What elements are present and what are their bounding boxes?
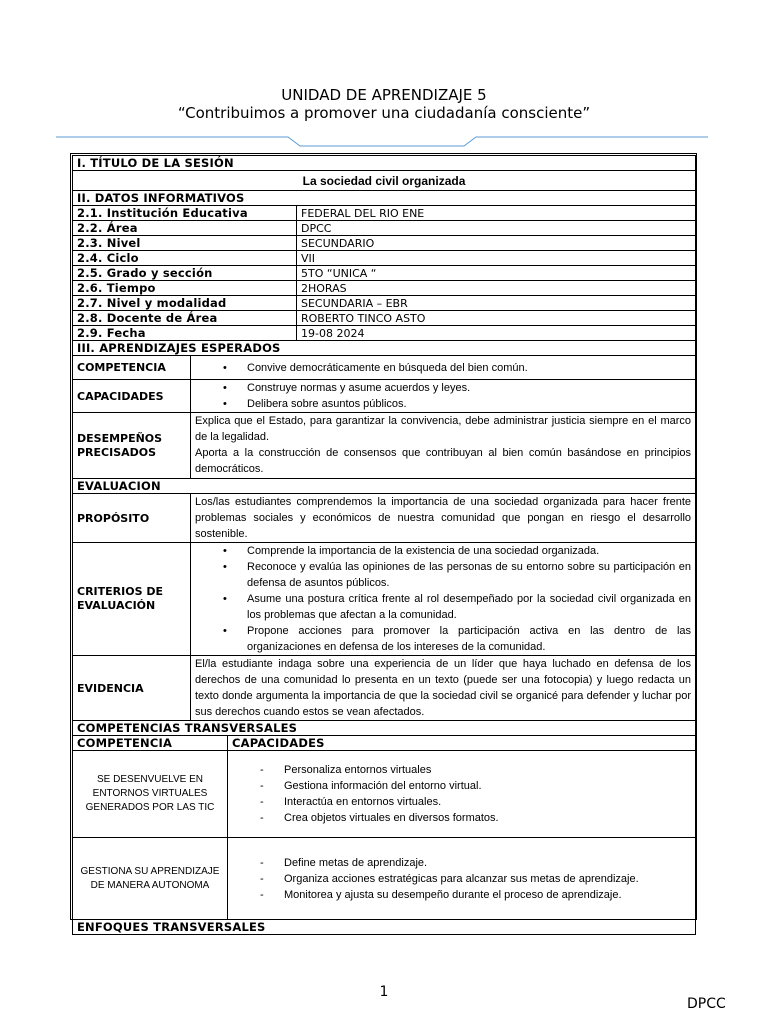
datos-label: 2.2. Área <box>73 221 297 236</box>
evidencia-label: EVIDENCIA <box>73 656 191 721</box>
transversal-competencia <box>73 751 228 838</box>
desempeno-paragraph: Aporta a la construcción de consensos que contribuyan al bien común basándose en principios democráticos. <box>195 447 692 475</box>
datos-label: 2.7. Nivel y modalidad <box>73 296 297 311</box>
datos-value: ROBERTO TINCO ASTO <box>297 311 696 326</box>
datos-row <box>73 206 696 221</box>
datos-value: 5TO “UNICA “ <box>297 266 696 281</box>
datos-row <box>73 236 696 251</box>
section-title-evaluacion: EVALUACION <box>73 479 696 494</box>
transversal-capacidad-item: - Crea objetos virtuales en diversos formatos. <box>284 810 691 826</box>
capacidades-label: CAPACIDADES <box>73 380 191 413</box>
datos-row <box>73 221 696 236</box>
evidencia-text: El/la estudiante indaga sobre una experiencia de un líder que haya luchado en defensa de los derechos de una comunidad lo presenta en un texto (puede ser una fotocopia) y luego redacta un texto donde argumenta la importancia de que la sociedad civil se organicé para defender y luchar por sus derechos cuando estos se vean afectados. <box>191 656 696 721</box>
footer-text: DPCC <box>687 996 726 1012</box>
capacidad-item: • Construye normas y asume acuerdos y leyes. <box>247 380 691 396</box>
datos-row <box>73 251 696 266</box>
transversal-capacidad-item: - Define metas de aprendizaje. <box>284 855 691 871</box>
datos-label: 2.1. Institución Educativa <box>73 206 297 221</box>
datos-value: SECUNDARIO <box>297 236 696 251</box>
desempenos-content <box>191 413 696 479</box>
document-title: UNIDAD DE APRENDIZAJE 5 <box>281 86 487 104</box>
transversal-capacidad-item: - Monitorea y ajusta su desempeño durante el proceso de aprendizaje. <box>284 887 691 903</box>
criterio-item: • Reconoce y evalúa las opiniones de las personas de su entorno sobre su participación en defensa de asuntos públicos. <box>247 559 691 591</box>
datos-row <box>73 266 696 281</box>
transversal-row <box>73 751 696 838</box>
datos-value: FEDERAL DEL RIO ENE <box>297 206 696 221</box>
criterios-label <box>73 543 191 656</box>
datos-row <box>73 326 696 341</box>
desempeno-paragraph: Explica que el Estado, para garantizar la convivencia, debe administrar justicia siempre en el marco de la legalidad. <box>195 415 692 443</box>
datos-label: 2.5. Grado y sección <box>73 266 297 281</box>
datos-row <box>73 311 696 326</box>
datos-value: 19-08 2024 <box>297 326 696 341</box>
criterios-label-line: CRITERIOS DE <box>77 585 163 598</box>
transversal-row <box>73 838 696 920</box>
competencia-item: • Convive democráticamente en búsqueda del bien común. <box>247 360 691 376</box>
transversal-capacidad-item: - Interactúa en entornos virtuales. <box>284 794 691 810</box>
datos-row <box>73 281 696 296</box>
session-table <box>72 155 696 935</box>
proposito-text: Los/las estudiantes comprendemos la importancia de una sociedad organizada para hacer frente problemas sociales y económicos de nuestra comunidad que pongan en riesgo el desarrollo sostenible. <box>191 494 696 543</box>
datos-label: 2.6. Tiempo <box>73 281 297 296</box>
page-number: 1 <box>379 984 389 1000</box>
transversal-competencia-line: ENTORNOS VIRTUALES <box>92 788 208 799</box>
transversal-capacidades <box>228 751 696 838</box>
section-title-session: I. TÍTULO DE LA SESIÓN <box>73 156 696 171</box>
datos-label: 2.4. Ciclo <box>73 251 297 266</box>
section-title-transversales: COMPETENCIAS TRANSVERSALES <box>73 721 696 736</box>
desempenos-label-line: PRECISADOS <box>77 445 157 459</box>
datos-value: VII <box>297 251 696 266</box>
datos-row <box>73 296 696 311</box>
desempenos-label <box>73 413 191 479</box>
session-title: La sociedad civil organizada <box>73 171 696 191</box>
datos-label: 2.8. Docente de Área <box>73 311 297 326</box>
section-title-aprendizajes: III. APRENDIZAJES ESPERADOS <box>73 341 696 356</box>
datos-label: 2.3. Nivel <box>73 236 297 251</box>
transversal-capacidad-item: - Organiza acciones estratégicas para alcanzar sus metas de aprendizaje. <box>284 871 691 887</box>
desempenos-label-line: DESEMPEÑOS <box>77 431 163 445</box>
column-header-competencia: COMPETENCIA <box>73 736 228 751</box>
criterio-item: • Comprende la importancia de la existencia de una sociedad organizada. <box>247 543 691 559</box>
transversal-capacidades <box>228 838 696 920</box>
section-title-datos: II. DATOS INFORMATIVOS <box>73 191 696 206</box>
decorative-header-rule <box>56 131 708 147</box>
competencia-label: COMPETENCIA <box>73 356 191 380</box>
criterio-item: • Propone acciones para promover la participación activa en las dentro de las organizaciones en defensa de los intereses de la comunidad. <box>247 623 691 655</box>
competencia-content <box>191 356 696 380</box>
transversal-competencia-line: SE DESENVUELVE EN <box>97 774 203 785</box>
criterio-item: • Asume una postura crítica frente al rol desempeñado por la sociedad civil organizada en los problemas que afectan a la comunidad. <box>247 591 691 623</box>
capacidad-item: • Delibera sobre asuntos públicos. <box>247 396 691 412</box>
transversal-competencia <box>73 838 228 920</box>
column-header-capacidades: CAPACIDADES <box>228 736 696 751</box>
transversal-capacidad-item: - Personaliza entornos virtuales <box>284 762 691 778</box>
section-title-enfoques: ENFOQUES TRANSVERSALES <box>73 920 696 935</box>
datos-value: 2HORAS <box>297 281 696 296</box>
datos-value: SECUNDARIA – EBR <box>297 296 696 311</box>
transversal-capacidad-item: - Gestiona información del entorno virtual. <box>284 778 691 794</box>
proposito-label: PROPÓSITO <box>73 494 191 543</box>
datos-label: 2.9. Fecha <box>73 326 297 341</box>
capacidades-content <box>191 380 696 413</box>
transversal-competencia-line: GENERADOS POR LAS TIC <box>85 802 215 813</box>
transversal-competencia-line: DE MANERA AUTONOMA <box>90 879 210 891</box>
transversal-competencia-line: GESTIONA SU APRENDIZAJE <box>80 865 220 877</box>
criterios-content <box>191 543 696 656</box>
criterios-label-line: EVALUACIÓN <box>77 599 156 612</box>
datos-value: DPCC <box>297 221 696 236</box>
document-subtitle: “Contribuimos a promover una ciudadanía consciente” <box>177 104 591 122</box>
